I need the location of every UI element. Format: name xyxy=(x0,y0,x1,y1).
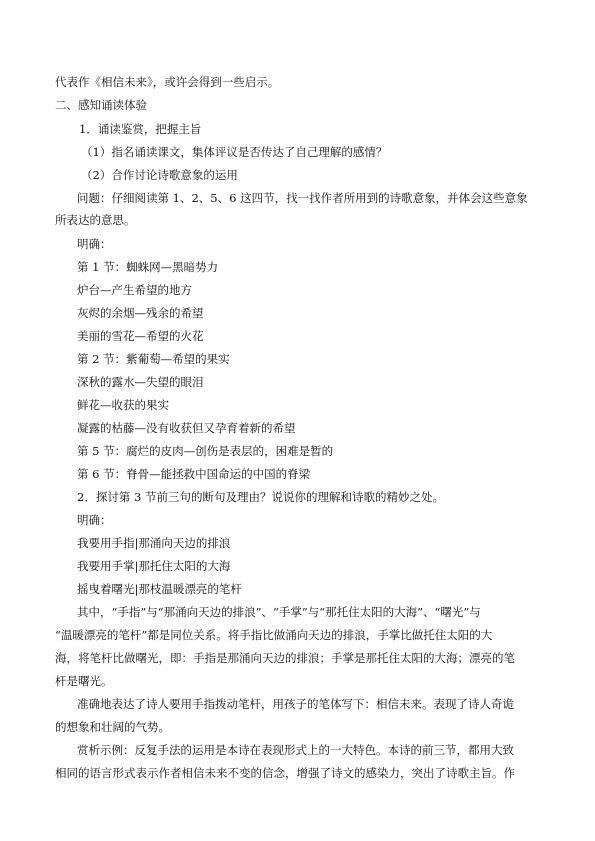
imagery-item: 美丽的雪花—希望的火花 xyxy=(77,329,204,343)
imagery-item: 第 1 节：蜘蛛网—黑暗势力 xyxy=(77,260,219,274)
imagery-item: 炉台—产生希望的地方 xyxy=(77,283,192,297)
question-line: 问题：仔细阅读第 1、2、5、6 这四节，找一找作者所用到的诗歌意象，并体会这些意象 xyxy=(77,191,528,205)
appreciation-line: 相同的语言形式表示作者相信未来不变的信念，增强了诗文的感染力，突出了诗歌主旨。作 xyxy=(55,766,515,780)
imagery-item: 鲜花—收获的果实 xyxy=(77,398,169,412)
imagery-item: 第 2 节：紫葡萄—希望的果实 xyxy=(77,352,230,366)
poem-line: 我要用手掌|那托住太阳的大海 xyxy=(77,559,231,573)
imagery-item: 第 5 节：腐烂的皮肉—创伤是表层的，困难是暂的 xyxy=(77,444,334,458)
analysis-line: “温暖漂亮的笔杆”都是同位关系。将手指比做涌向天边的排浪，手掌比做托住太阳的大 xyxy=(55,628,493,642)
subsection-heading: 1．诵读鉴赏，把握主旨 xyxy=(79,122,202,136)
question-line: 2．探讨第 3 节前三句的断句及理由？说说你的理解和诗歌的精妙之处。 xyxy=(77,490,444,504)
analysis-line: 其中，“手指”与“那涌向天边的排浪”、“手掌”与“那托住太阳的大海”、“曙光”与 xyxy=(77,605,481,619)
analysis-line: 杆是曙光。 xyxy=(55,674,113,688)
imagery-item: 灰烬的余烟—残余的希望 xyxy=(77,306,204,320)
question-line: 所表达的意思。 xyxy=(55,213,136,227)
poem-line: 我要用手指|那涌向天边的排浪 xyxy=(77,536,231,550)
imagery-item: 第 6 节：脊骨—能拯救中国命运的中国的脊梁 xyxy=(77,467,311,481)
imagery-item: 凝露的枯藤—没有收获但又孕育着新的希望 xyxy=(77,421,296,435)
analysis-line: 的想象和壮阔的气势。 xyxy=(55,720,170,734)
analysis-line: 海，将笔杆比做曙光，即：手指是那涌向天边的排浪；手掌是那托住太阳的大海；漂亮的笔 xyxy=(55,651,515,665)
analysis-line: 准确地表达了诗人要用手指拨动笔杆，用孩子的笔体写下：相信未来。表现了诗人奇诡 xyxy=(77,697,514,711)
section-heading: 二、感知诵读体验 xyxy=(55,98,147,112)
imagery-item: 深秋的露水—失望的眼泪 xyxy=(77,375,204,389)
text-line: （1）指名诵读课文，集体评议是否传达了自己理解的感情？ xyxy=(81,145,388,159)
answer-label: 明确： xyxy=(77,237,112,251)
poem-line: 摇曳着曙光|那枝温暖漂亮的笔杆 xyxy=(77,582,242,596)
appreciation-line: 赏析示例：反复手法的运用是本诗在表现形式上的一大特色。本诗的前三节，都用大致 xyxy=(77,743,514,757)
answer-label: 明确： xyxy=(77,513,112,527)
text-line: 代表作《相信未来》，或许会得到一些启示。 xyxy=(55,75,280,89)
text-line: （2）合作讨论诗歌意象的运用 xyxy=(81,168,238,182)
